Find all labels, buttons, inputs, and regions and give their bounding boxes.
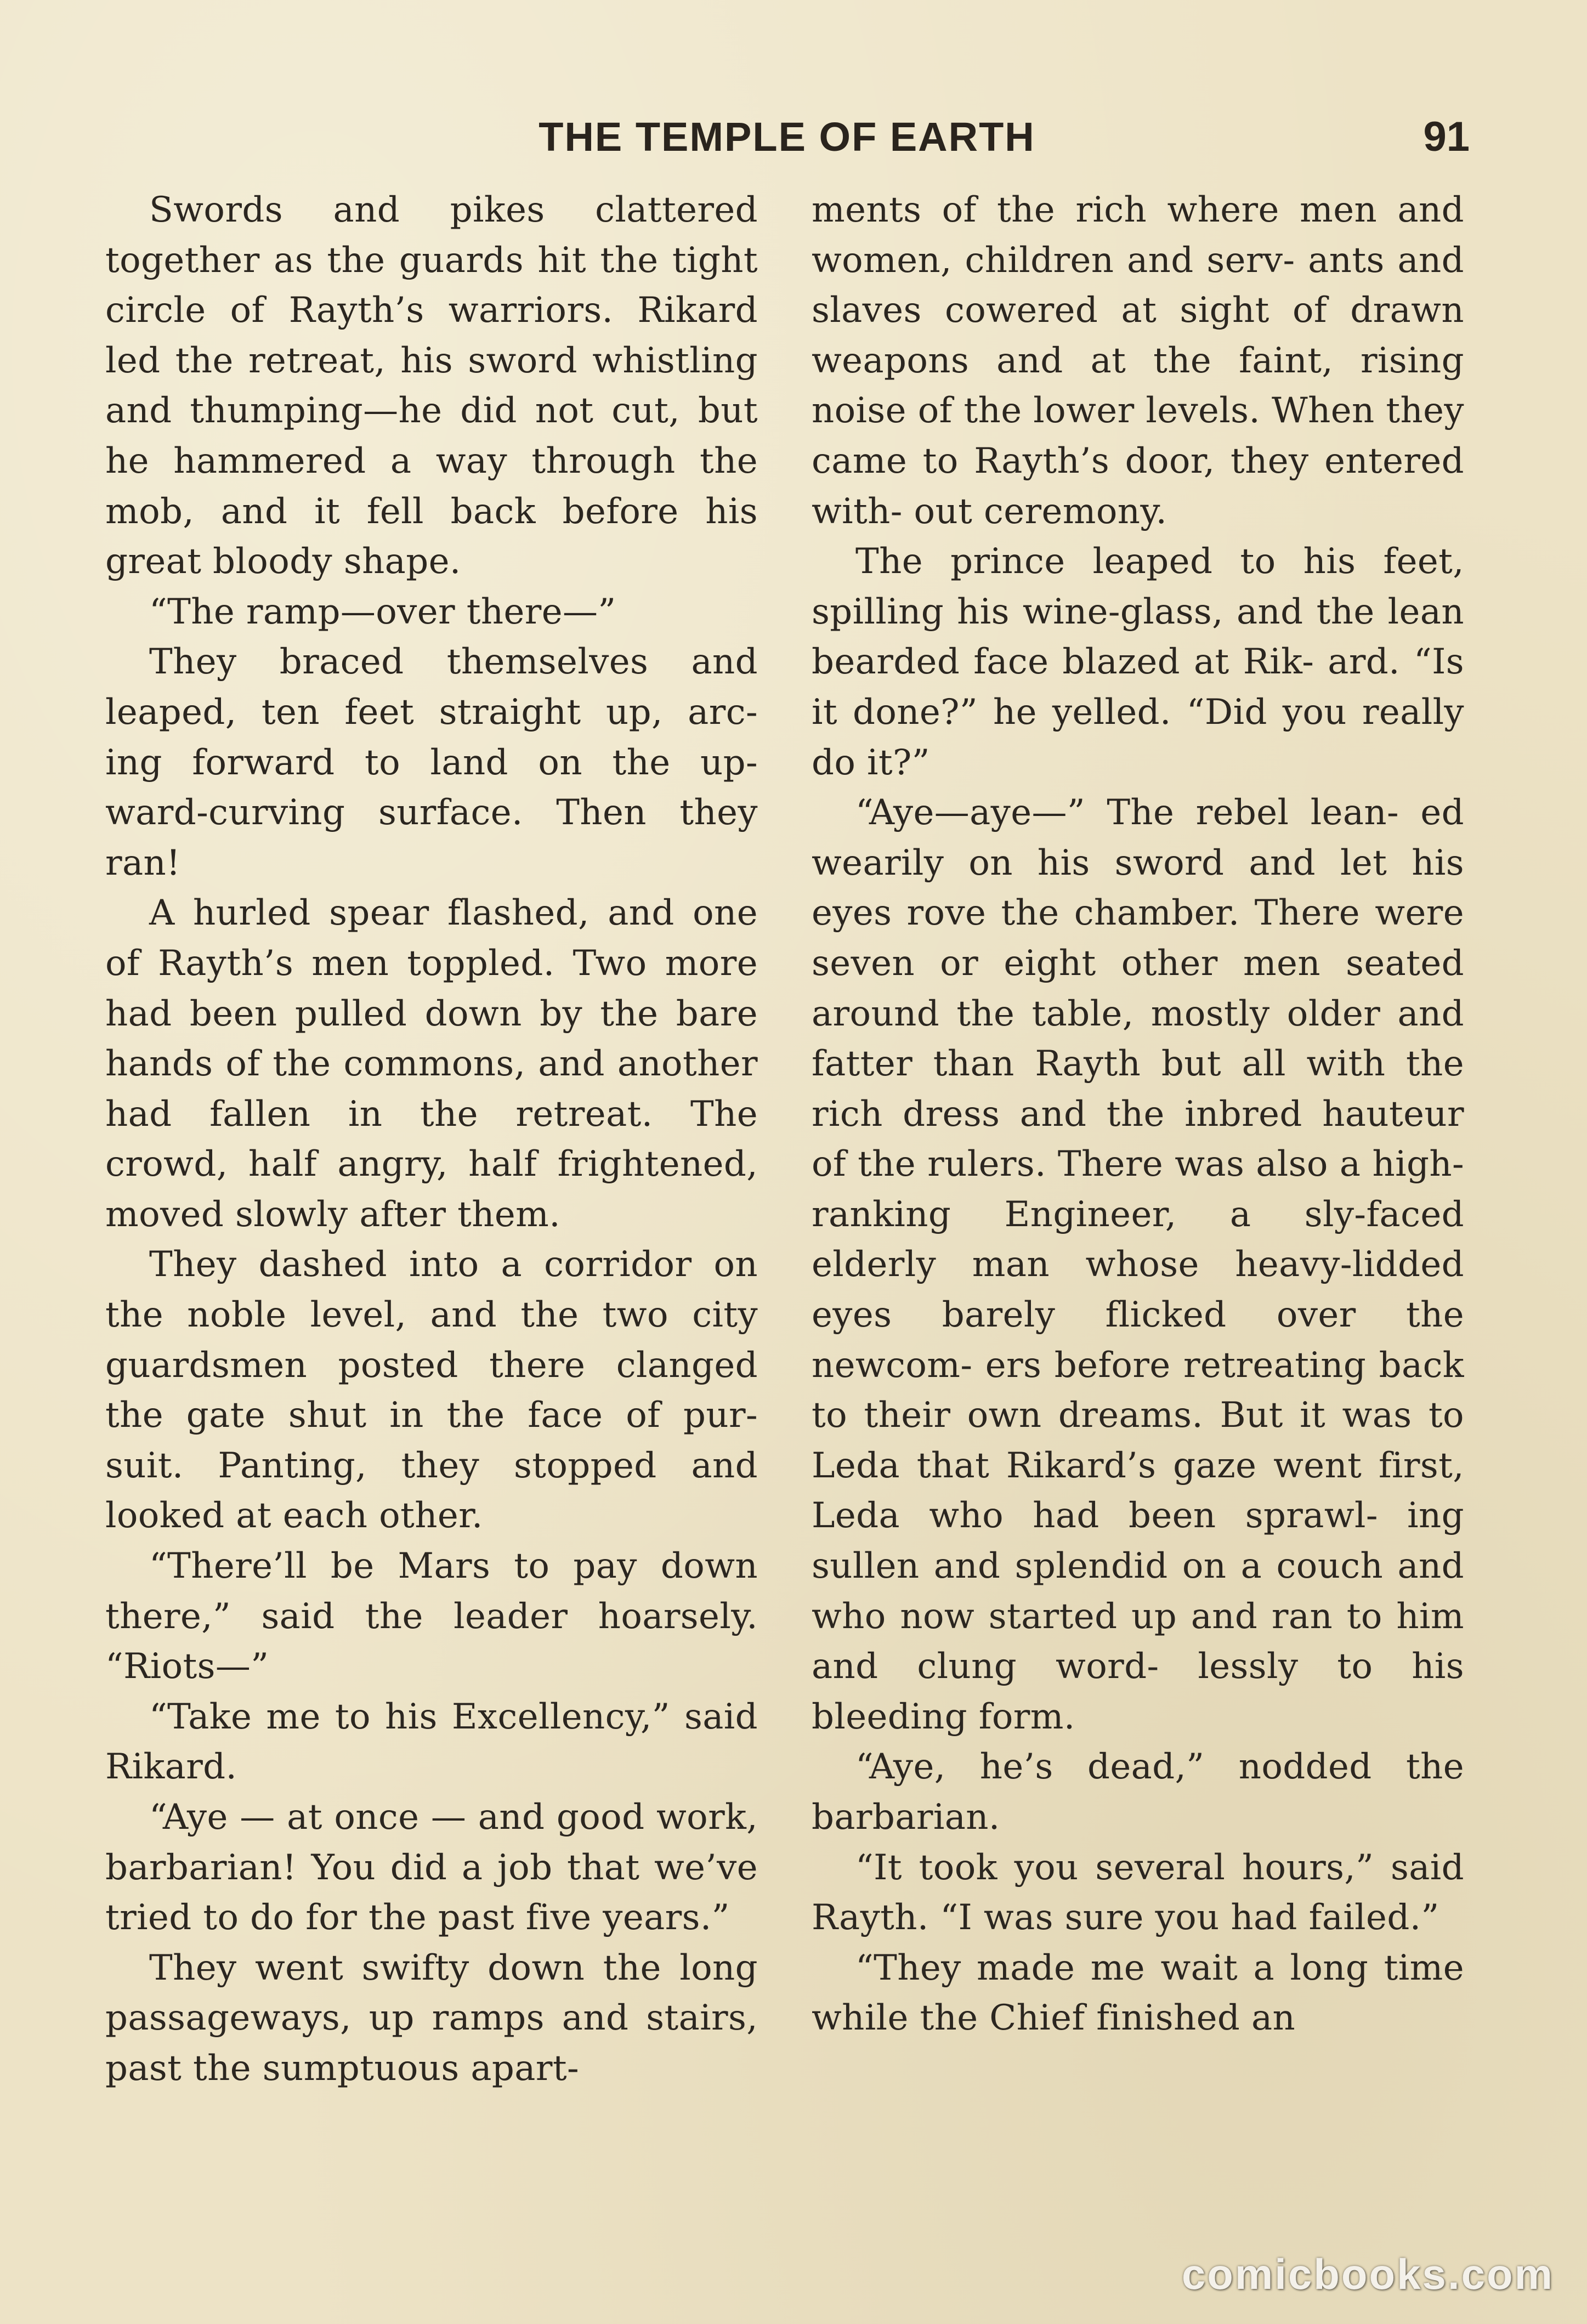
paragraph: They went swifty down the long passageways, up ramps and stairs, past the sumptuous apart- [105,1947,758,2089]
paragraph: “It took you several hours,” said Rayth. “I was sure you had failed.” [812,1847,1464,1938]
right-column [812,185,1464,2044]
running-head [104,112,1470,162]
paragraph: “There’ll be Mars to pay down there,” said the leader hoarsely. “Riots—” [105,1546,758,1687]
paragraph: “Aye, he’s dead,” nodded the barbarian. [812,1747,1464,1838]
paragraph-continued: ments of the rich where men and women, children and serv- ants and slaves cowered at sight of drawn weapons and at the faint, rising noise of the lower levels. When they came to Rayth’s door, they entered with- out ceremony. [812,190,1464,532]
paragraph: They braced themselves and leaped, ten feet straight up, arc- ing forward to land on the up- ward-curving surface. Then they ran! [105,642,758,883]
paragraph: “The ramp—over there—” [149,591,616,632]
watermark: comicbooks.com [1181,2250,1554,2298]
running-title: THE TEMPLE OF EARTH [539,114,1035,160]
paragraph: “Aye — at once — and good work, barbarian! You did a job that we’ve tried to do for the past five years.” [105,1797,758,1938]
left-column [105,185,758,2094]
paragraph: A hurled spear flashed, and one of Rayth’s men toppled. Two more had been pulled down by the bare hands of the commons, and another had fallen in the retreat. The crowd, half angry, half frightened, moved slowly after them. [105,893,758,1235]
paragraph: They dashed into a corridor on the noble level, and the two city guardsmen posted there clanged the gate shut in the face of pur- suit. Panting, they stopped and looked at each other. [105,1244,758,1537]
paragraph: The prince leaped to his feet, spilling his wine-glass, and the lean bearded face blazed at Rik- ard. “Is it done?” he yelled. “Did you really do it?” [812,541,1464,783]
paragraph: “They made me wait a long time while the Chief finished an [812,1947,1464,2039]
paragraph: “Take me to his Excellency,” said Rikard. [105,1696,758,1788]
paragraph: Swords and pikes clattered together as the guards hit the tight circle of Rayth’s warriors. Rikard led the retreat, his sword whistling and thumping—he did not cut, but he hammered a way through the mob, and it fell back before his great bloody shape. [105,190,758,582]
page-number: 91 [1423,114,1470,160]
paragraph: “Aye—aye—” The rebel lean- ed wearily on his sword and let his eyes rove the chamber. There were seven or eight other men seated around the table, mostly older and fatter than Rayth but all with the rich dress and the inbred hauteur of the rulers. There was also a high-ranking Engineer, a sly-faced elderly man whose heavy-lidded eyes barely flicked over the newcom- ers before retreating back to their own dreams. But it was to Leda that Rikard’s gaze went first, Leda who had been sprawl- ing sullen and splendid on a couch and who now started up and ran to him and clung word- lessly to his bleeding form. [812,792,1464,1737]
